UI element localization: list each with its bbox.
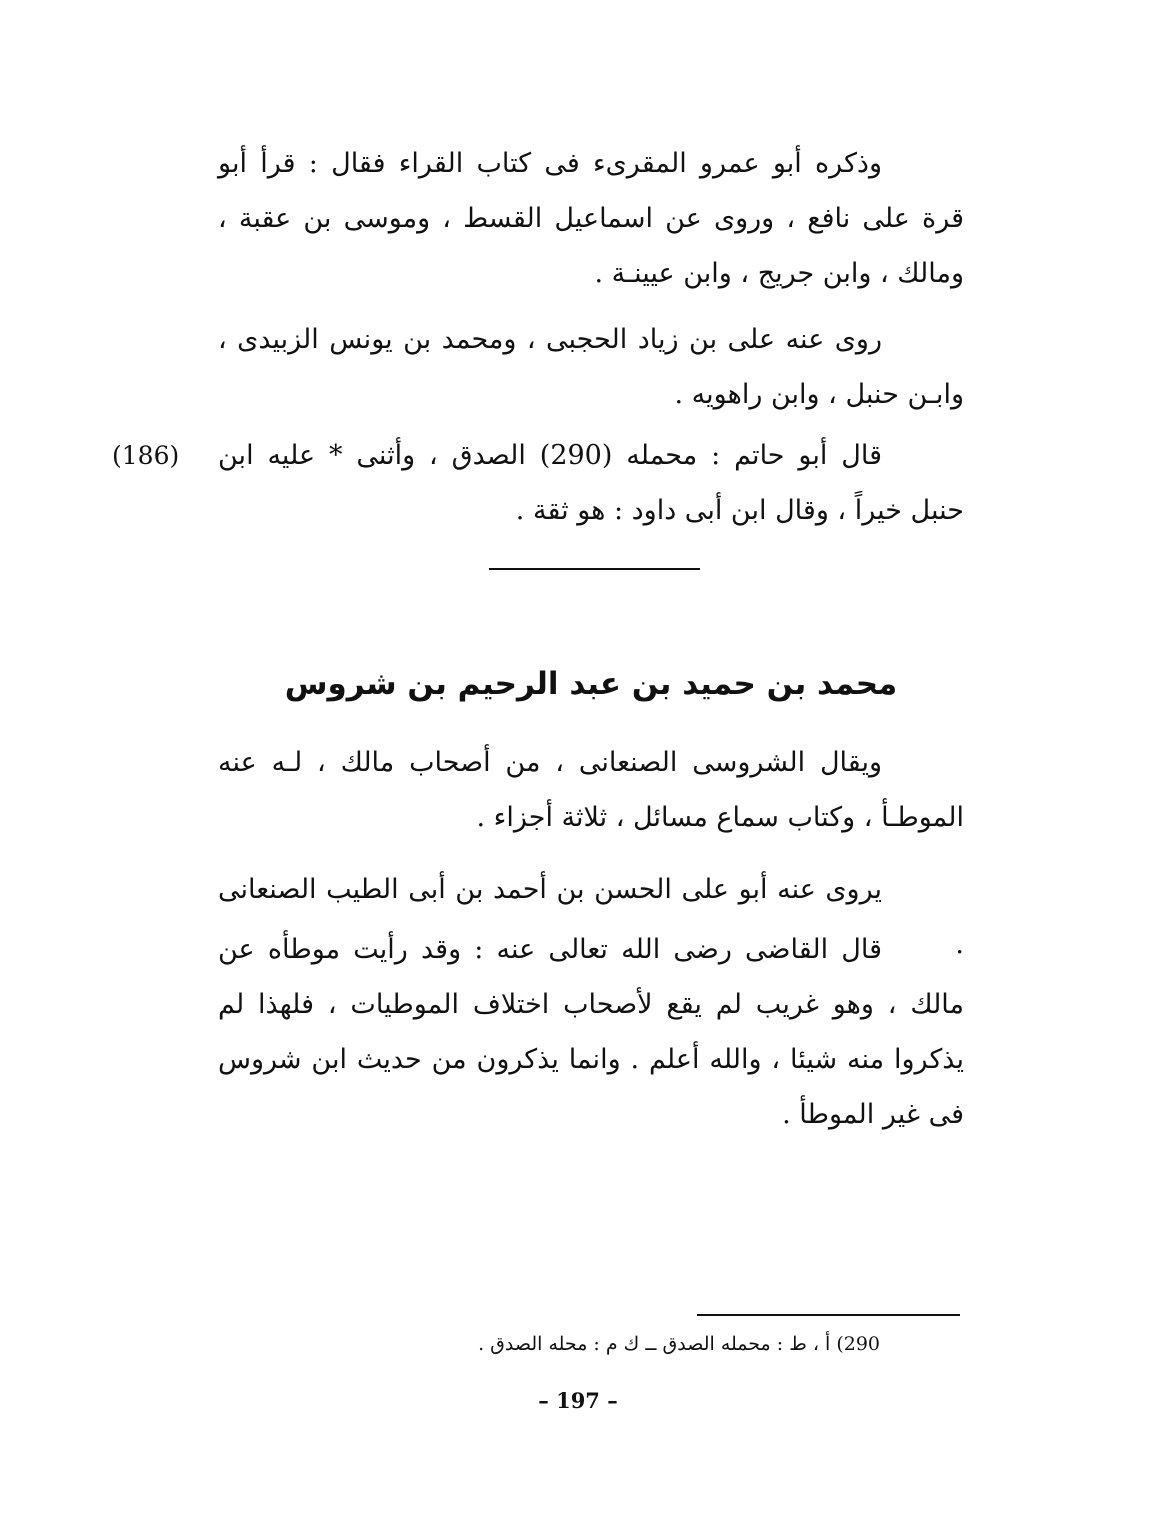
paragraph-shurusi <box>218 735 964 845</box>
paragraph-text: روى عنه على بن زياد الحجبى ، ومحمد بن يونس الزبيدى ، وابـن حنبل ، وابن راهويه . <box>218 324 964 410</box>
paragraph-abu-hatim <box>218 428 964 538</box>
paragraph-text: وذكره أبو عمرو المقرىء فى كتاب القراء فقال : قرأ أبو قرة على نافع ، وروى عن اسماعيل القسط ، وموسى بن عقبة ، ومالك ، وابن جريج ، وابن عيينـة . <box>218 148 964 289</box>
entry-title: محمد بن حميد بن عبد الرحيم بن شروس <box>284 666 898 702</box>
paragraph-text: يروى عنه أبو على الحسن بن أحمد بن أبى الطيب الصنعانى . <box>218 874 964 960</box>
margin-entry-number: (186) <box>112 441 180 470</box>
paragraph-text: قال القاضى رضى الله تعالى عنه : وقد رأيت موطأه عن مالك ، وهو غريب لم يقع لأصحاب اختلاف الموطيات ، فلهذا لم يذكروا منه شيئا ، والله أعلم . وانما يذكرون من حديث ابن شروس فى غير الموطأ . <box>218 934 964 1130</box>
paragraph-qira <box>218 136 964 301</box>
page-number: – 197 – <box>538 1388 618 1413</box>
paragraph-text: قال أبو حاتم : محمله (290) الصدق ، وأثنى * عليه ابن حنبل خيراً ، وقال ابن أبى داود : هو ثقة . <box>218 440 964 526</box>
paragraph-text: ويقال الشروسى الصنعانى ، من أصحاب مالك ، لـه عنه الموطـأ ، وكتاب سماع مسائل ، ثلاثة أجزاء . <box>218 747 964 833</box>
paragraph-narrators <box>218 312 964 422</box>
footnote: 290) أ ، ط : محمله الصدق ــ ك م : محله الصدق . <box>478 1333 880 1355</box>
footnote-rule <box>697 1314 960 1316</box>
section-divider <box>489 568 700 570</box>
paragraph-qadi <box>218 922 964 1142</box>
